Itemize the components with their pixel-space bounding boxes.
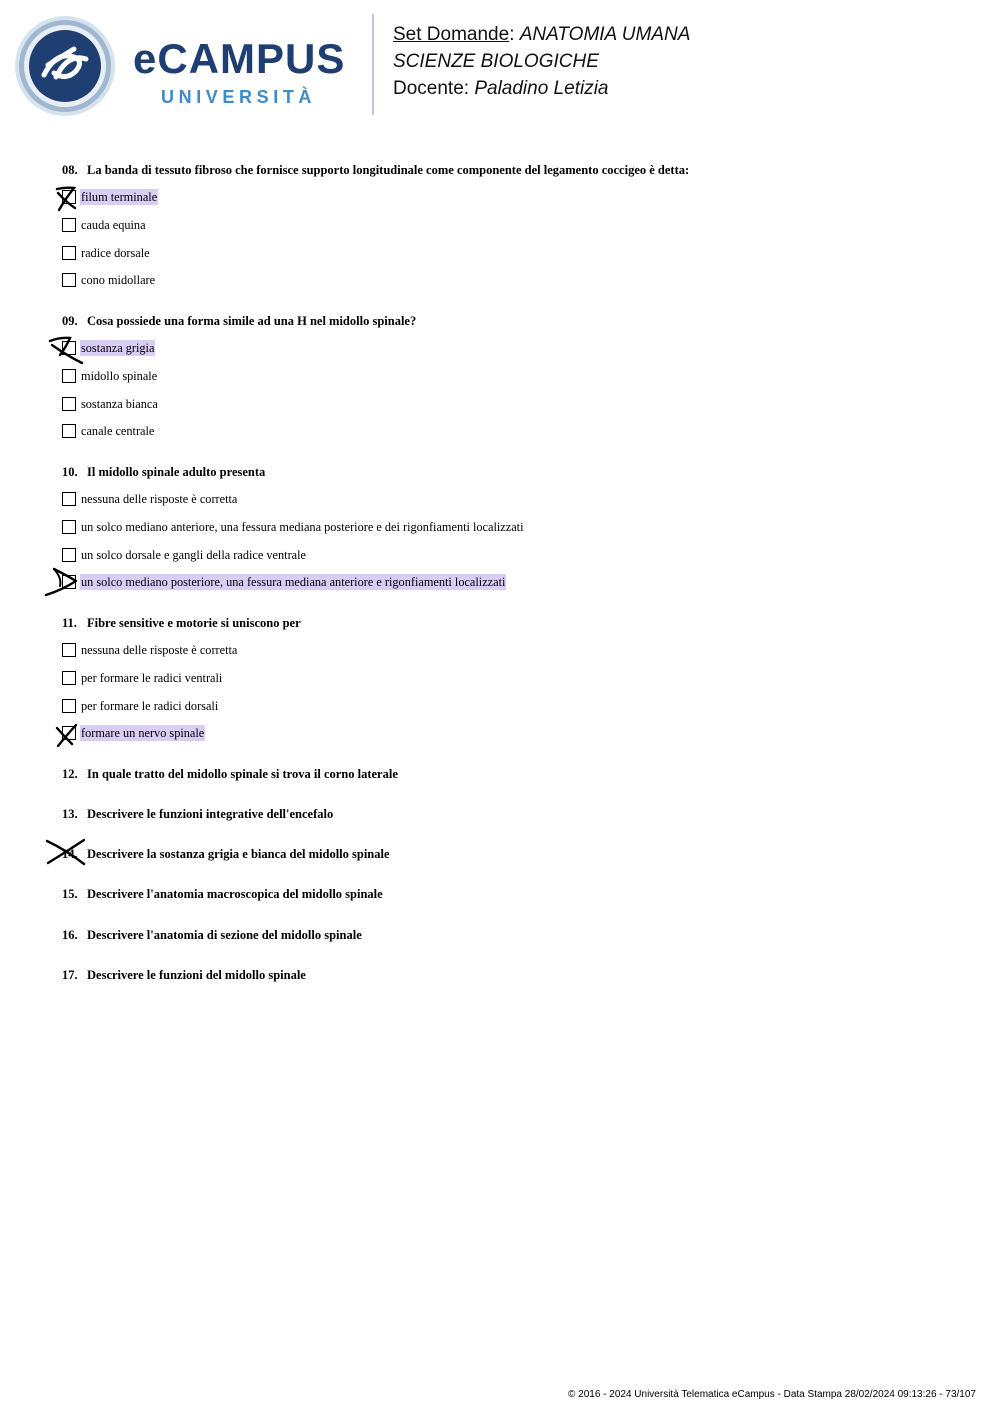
question-12-title: 12. In quale tratto del midollo spinale si trova il corno laterale (62, 767, 398, 781)
option-text: formare un nervo spinale (81, 726, 205, 740)
question-14-title: 14. Descrivere la sostanza grigia e bianca del midollo spinale (62, 847, 390, 861)
handwritten-x-mark-icon (52, 184, 82, 214)
teacher-line (393, 75, 690, 102)
option-text: canale centrale (81, 424, 155, 438)
option-text: un solco mediano anteriore, una fessura mediana posteriore e dei rigonfiamenti localizzati (81, 520, 524, 534)
option-text: un solco dorsale e gangli della radice ventrale (81, 548, 307, 562)
teacher-name: Paladino Letizia (474, 78, 609, 99)
course-line (393, 48, 690, 75)
option-text: radice dorsale (81, 246, 150, 260)
checkbox[interactable] (62, 643, 76, 657)
option-text: per formare le radici ventrali (81, 671, 223, 685)
checkbox[interactable] (62, 218, 76, 232)
university-seal-logo (14, 15, 116, 117)
question-08-title: 08. La banda di tessuto fibroso che fornisce supporto longitudinale come componente del legamento coccigeo è detta: (62, 163, 690, 177)
header-divider (372, 14, 374, 115)
handwritten-x-mark-icon (52, 722, 82, 750)
option-text: cauda equina (81, 218, 146, 232)
question-16-title: 16. Descrivere l'anatomia di sezione del midollo spinale (62, 928, 362, 942)
question-10-title: 10. Il midollo spinale adulto presenta (62, 465, 266, 479)
set-domande-line (393, 21, 690, 48)
checkbox[interactable] (62, 699, 76, 713)
checkbox[interactable] (62, 424, 76, 438)
handwritten-x-mark-icon (42, 566, 82, 598)
option-text: nessuna delle risposte è corretta (81, 492, 238, 506)
checkbox[interactable] (62, 369, 76, 383)
brand-wordmark: eCAMPUS (133, 35, 346, 82)
handwritten-x-mark-icon (44, 836, 88, 868)
teacher-label: Docente: (393, 78, 475, 99)
set-separator: : (509, 24, 520, 45)
option-text: un solco mediano posteriore, una fessura mediana anteriore e rigonfiamenti localizzati (81, 575, 506, 589)
question-15-title: 15. Descrivere l'anatomia macroscopica del midollo spinale (62, 887, 383, 901)
checkbox[interactable] (62, 520, 76, 534)
question-13-title: 13. Descrivere le funzioni integrative dell'encefalo (62, 807, 334, 821)
checkbox[interactable] (62, 492, 76, 506)
option-text: cono midollare (81, 273, 156, 287)
question-17-title: 17. Descrivere le funzioni del midollo spinale (62, 968, 306, 982)
page-footer: © 2016 - 2024 Università Telematica eCampus - Data Stampa 28/02/2024 09:13:26 - 73/107 (568, 1389, 976, 1400)
header-info (393, 21, 690, 102)
brand-subtitle: UNIVERSITÀ (161, 87, 317, 107)
handwritten-x-mark-icon (46, 335, 86, 367)
option-text: midollo spinale (81, 369, 158, 383)
option-text: nessuna delle risposte è corretta (81, 643, 238, 657)
option-text: sostanza bianca (81, 397, 158, 411)
option-text: per formare le radici dorsali (81, 699, 219, 713)
checkbox[interactable] (62, 246, 76, 260)
checkbox[interactable] (62, 273, 76, 287)
set-value: ANATOMIA UMANA (519, 24, 691, 45)
option-text: sostanza grigia (81, 341, 155, 355)
page-header (0, 0, 1000, 130)
question-09-title: 09. Cosa possiede una forma simile ad una H nel midollo spinale? (62, 314, 417, 328)
question-11-title: 11. Fibre sensitive e motorie si uniscono per (62, 616, 301, 630)
set-label: Set Domande (393, 24, 510, 45)
checkbox[interactable] (62, 671, 76, 685)
course-name: SCIENZE BIOLOGICHE (393, 51, 599, 72)
checkbox[interactable] (62, 548, 76, 562)
option-text: filum terminale (81, 190, 158, 204)
checkbox[interactable] (62, 397, 76, 411)
